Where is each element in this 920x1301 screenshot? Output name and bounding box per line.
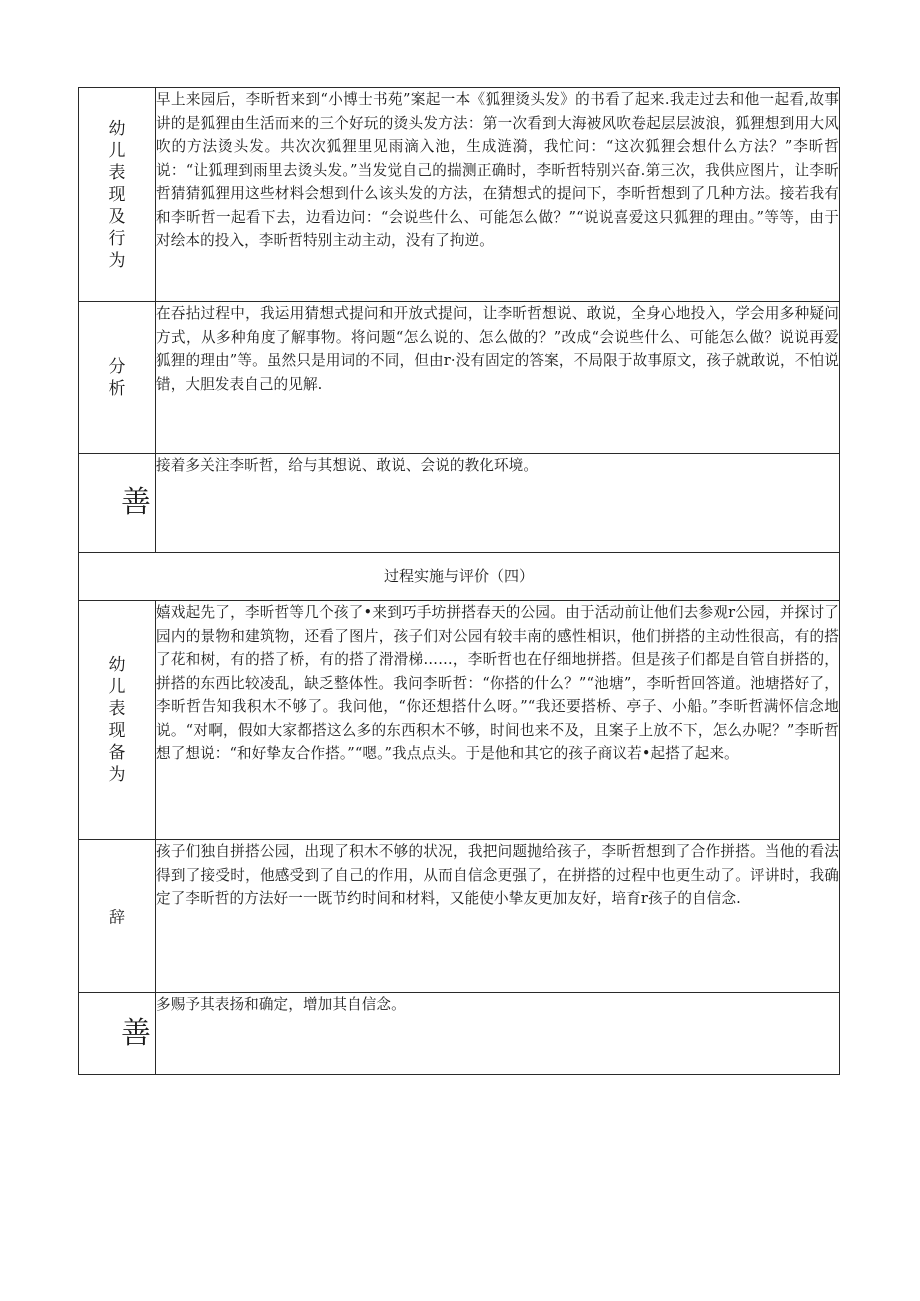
label-char: 为 [108, 250, 126, 271]
row-label-analysis [79, 302, 156, 454]
label-char: 表 [108, 699, 126, 719]
table-row [79, 88, 840, 302]
strategy-text: 接着多关注李昕哲，给与其想说、敢说、会说的教化环境。 [156, 454, 840, 553]
label-char: 幼 [108, 118, 126, 139]
row-label-strategy [79, 454, 156, 553]
label-char: 及 [108, 206, 126, 227]
analysis-text-2: 孩子们独自拼搭公园，出现了积木不够的状况，我把问题抛给孩子，李昕哲想到了合作拼搭。当他的看法得到了接受时，他感受到了自己的作用，从而自信念更强了，在拼搭的过程中也更生动了。评讲时，我确定了李昕哲的方法好一一既节约时间和材料，又能使小挚友更加友好，培育r孩子的自信念. [156, 840, 840, 993]
section-title: 过程实施与评价（四） [79, 553, 840, 601]
label-char: 备 [108, 743, 126, 763]
label-char: 幼 [108, 655, 126, 675]
row-label-strategy-2 [79, 993, 156, 1075]
table-row [79, 601, 840, 840]
label-char: 分 [108, 356, 126, 377]
table-row [79, 993, 840, 1075]
row-label-behavior-2 [79, 601, 156, 840]
label-char: 善 [121, 1015, 151, 1051]
table-row [79, 454, 840, 553]
label-char: 为 [108, 765, 126, 785]
label-char: 现 [108, 184, 126, 205]
label-char: 儿 [108, 140, 126, 161]
label-char: 析 [108, 378, 126, 399]
analysis-text: 在吞拈过程中，我运用猜想式提问和开放式提问，让李昕哲想说、敢说，全身心地投入，学会用多种疑问方式，从多种角度了解事物。将问题“怎么说的、怎么做的？”改成“会说些什么、可能怎么做？说说再爱狐狸的理由”等。虽然只是用词的不同，但由r·没有固定的答案，不局限于故事原文，孩子就敢说，不怕说错，大胆发表自己的见解. [156, 302, 840, 454]
label-char: 善 [121, 485, 151, 520]
label-char: 儿 [108, 677, 126, 697]
behavior-text-2: 嬉戏起先了，李昕哲等几个孩了•来到巧手坊拼搭春天的公园。由于活动前让他们去参观r公园，并探讨了园内的景物和建筑物，还看了图片，孩子们对公园有较丰南的感性相识，他们拼搭的主动性很高，有的搭了花和树，有的搭了桥，有的搭了滑滑梯……，李昕哲也在仔细地拼搭。但是孩子们都是自管自拼搭的，拼搭的东西比较凌乱，缺乏整体性。我问李昕哲：“你搭的什么？”“池塘”，李昕哲回答道。池塘搭好了，李昕哲告知我积木不够了。我问他，“你还想搭什么呀。”“我还要搭桥、亭子、小船。”李昕哲满怀信念地说。“对啊，假如大家都搭这么多的东西积木不够，时间也来不及，且案子上放不下，怎么办呢？”李昕哲想了想说：“和好挚友合作搭。”“嗯。”我点点头。于是他和其它的孩子商议若•起搭了起来。 [156, 601, 840, 840]
table-row [79, 302, 840, 454]
row-label-behavior [79, 88, 156, 302]
label-char: 行 [108, 228, 126, 249]
row-label-analysis-2 [79, 840, 156, 993]
table-row [79, 553, 840, 601]
table-row [79, 840, 840, 993]
behavior-text: 早上来园后，李昕哲来到“小博士书苑”案起一本《狐狸烫头发》的书看了起来.我走过去和他一起看,故事讲的是狐狸由生活而来的三个好玩的烫头发方法：第一次看到大海被风吹卷起层层波浪，狐狸想到用大风吹的方法烫头发。共次次狐狸里见雨滴入池，生成涟漪，我忙问：“这次狐狸会想什么方法？”李昕哲说：“让狐理到雨里去烫头发。”当发觉自己的揣测正确时，李昕哲特别兴奋.第三次，我供应图片，让李昕哲猜猜狐狸用这些材料会想到什么该头发的方法，在猜想式的提问下，李昕哲想到了几种方法。接若我有和李昕哲一起看下去，边看边问：“会说些什么、可能怎么做？”“说说喜爱这只狐狸的理由。”等等，由于对绘本的投入，李昕哲特别主动主动，没有了拘逆。 [156, 88, 840, 302]
label-char: 辞 [108, 907, 125, 927]
record-table [78, 87, 840, 1075]
strategy-text-2: 多赐予其表扬和确定，增加其自信念。 [156, 993, 840, 1075]
label-char: 表 [108, 162, 126, 183]
label-char: 现 [108, 721, 126, 741]
